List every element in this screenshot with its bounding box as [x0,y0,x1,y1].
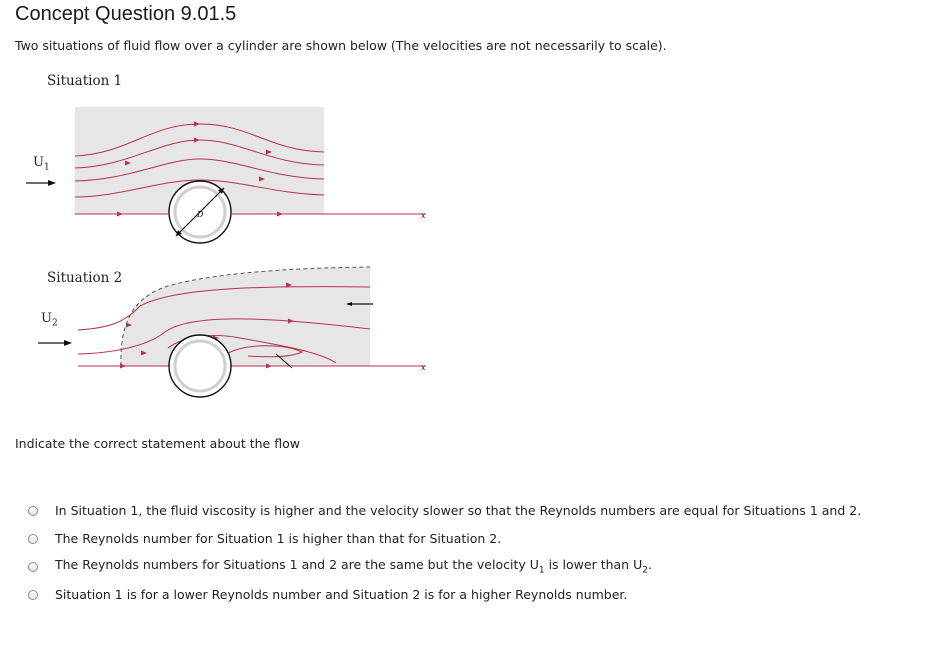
answer-option-2[interactable] [28,524,861,552]
answer-option-2-text: The Reynolds number for Situation 1 is higher than that for Situation 2. [55,530,502,546]
page-title: Concept Question 9.01.5 [15,3,237,25]
answer-option-4-text: Situation 1 is for a lower Reynolds number and Situation 2 is for a higher Reynolds number. [55,586,628,602]
intro-text: Two situations of fluid flow over a cylinder are shown below (The velocities are not necessarily to scale). [15,38,667,53]
radio-button-1[interactable] [28,506,38,516]
question-prompt: Indicate the correct statement about the flow [15,436,300,451]
diameter-label: D [197,210,204,219]
radio-button-4[interactable] [28,590,38,600]
answer-option-1-text: In Situation 1, the fluid viscosity is higher and the velocity slower so that the Reynolds numbers are equal for Situations 1 and 2. [55,502,862,518]
radio-button-2[interactable] [28,534,38,544]
x-axis-label-2: x [421,363,426,372]
radio-button-3[interactable] [28,562,38,572]
velocity1-label: $U_1$ [33,155,50,173]
wake-region-2 [121,267,370,366]
velocity2-label: $U_2$ [41,311,58,329]
answer-option-3-text: The Reynolds numbers for Situations 1 and 2 are the same but the velocity $U_1$ is lower than $U_2$. [55,556,652,576]
situation2-label: Situation 2 [47,270,123,286]
x-axis-label-1: x [421,211,426,220]
situation1-label: Situation 1 [47,73,123,89]
answer-option-4[interactable] [28,580,861,608]
answer-option-1[interactable] [28,496,861,524]
cylinder-2 [169,335,231,397]
answer-options [28,496,861,608]
answer-option-3[interactable] [28,552,861,580]
